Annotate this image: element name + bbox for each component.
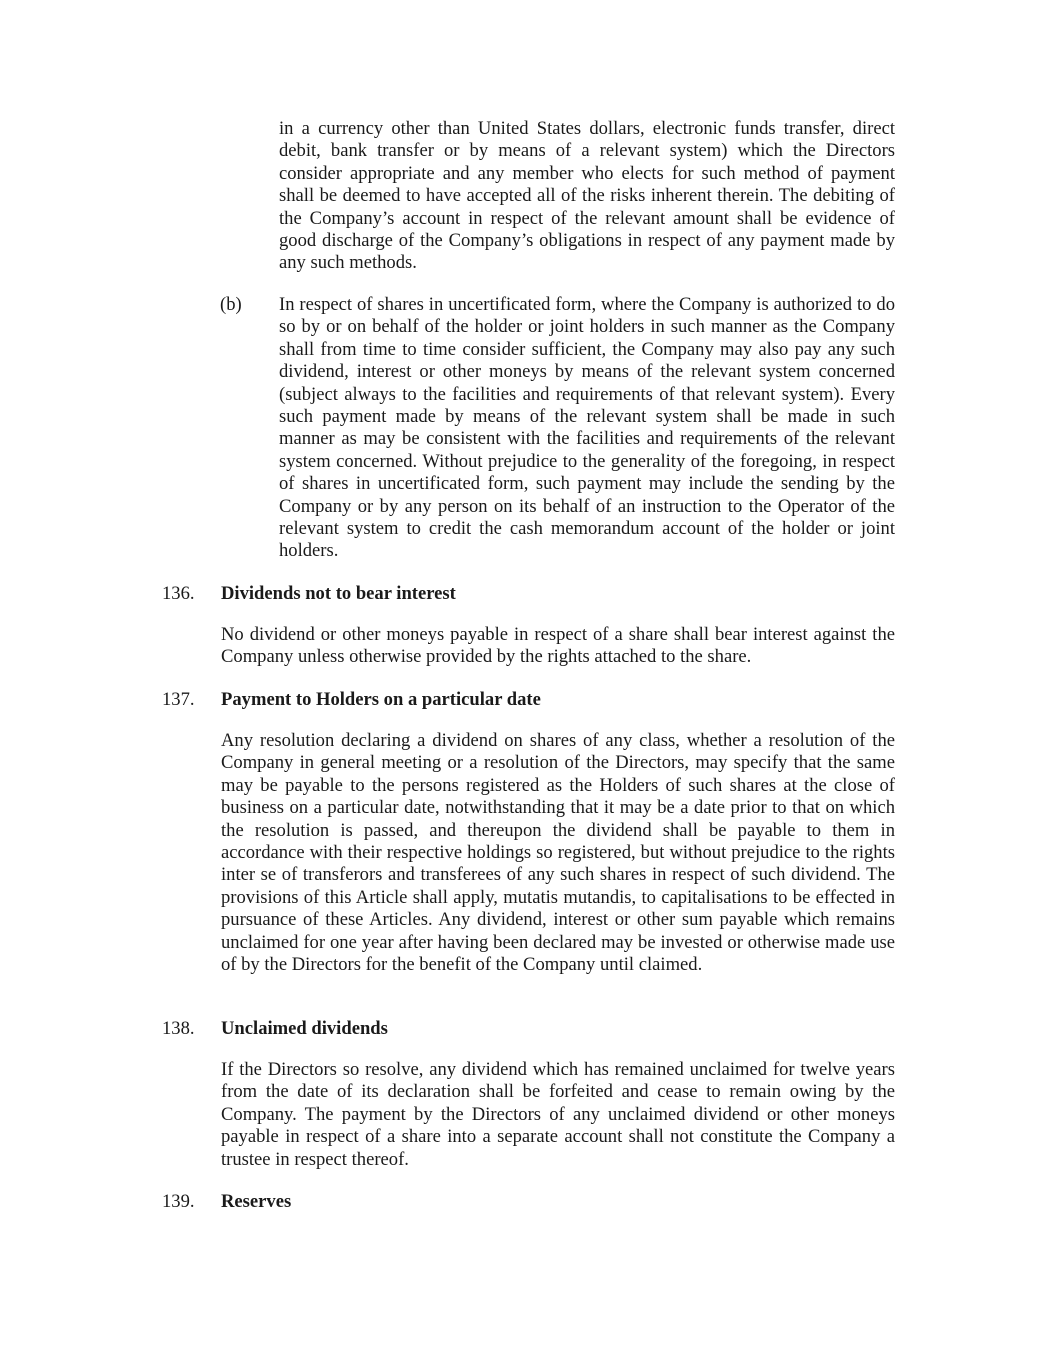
sub-item-text: In respect of shares in uncertificated form, where the Company is authorized to do so by or on behalf of the holder or joint holders in such manner as the Company shall from time to time consider sufficient, the Company may also pay any such dividend, interest or other moneys by means of the relevant system concerned (subject always to the facilities and requirements of that relevant system). Every such payment made by means of the relevant system shall be made in such manner as may be consistent with the facilities and requirements of the relevant system concerned. Without prejudice to the generality of the foregoing, in respect of shares in uncertificated form, such payment may include the sending by the Company or by any person on its behalf of an instruction to the Operator of the relevant system to credit the cash memorandum account of the holder or joint holders.: [279, 294, 895, 562]
article-number: 139.: [162, 1191, 195, 1212]
article-title: Reserves: [221, 1191, 292, 1212]
article-title: Dividends not to bear interest: [221, 583, 456, 604]
article-138-body: If the Directors so resolve, any dividend which has remained unclaimed for twelve years from the date of its declaration shall be forfeited and cease to remain owing by the Company. The payment by the Directors of any unclaimed dividend or other moneys payable in respect of a share into a separate account shall not constitute the Company a trustee in respect thereof.: [221, 1059, 895, 1170]
article-137-body: Any resolution declaring a dividend on shares of any class, whether a resolution of the Company in general meeting or a resolution of the Directors, may specify that the same may be payable to the persons registered as the Holders of such shares at the close of business on a particular date, notwithstanding that it may be a date prior to that on which the resolution is passed, and thereupon the dividend shall be payable to them in accordance with their respective holdings so registered, but without prejudice to the rights inter se of transferors and transferees of any such shares in respect of such dividend. The provisions of this Article shall apply, mutatis mutandis, to capitalisations to be effected in pursuance of these Articles. Any dividend, interest or other sum payable which remains unclaimed for one year after having been declared may be invested or otherwise made use of by the Directors for the benefit of the Company until claimed.: [221, 730, 895, 976]
sub-item-label: (b): [220, 294, 242, 315]
article-number: 138.: [162, 1018, 195, 1039]
article-136-body: No dividend or other moneys payable in respect of a share shall bear interest against the Company unless otherwise provided by the rights attached to the share.: [221, 624, 895, 668]
article-number: 137.: [162, 689, 195, 710]
article-number: 136.: [162, 583, 195, 604]
article-title: Unclaimed dividends: [221, 1018, 388, 1039]
continuation-paragraph: in a currency other than United States dollars, electronic funds transfer, direct debit, bank transfer or by means of a relevant system) which the Directors consider appropriate and any member who elects for such method of payment shall be deemed to have accepted all of the risks inherent therein. The debiting of the Company’s account in respect of the relevant amount shall be evidence of good discharge of the Company’s obligations in respect of any payment made by any such methods.: [279, 118, 895, 274]
article-title: Payment to Holders on a particular date: [221, 689, 541, 710]
